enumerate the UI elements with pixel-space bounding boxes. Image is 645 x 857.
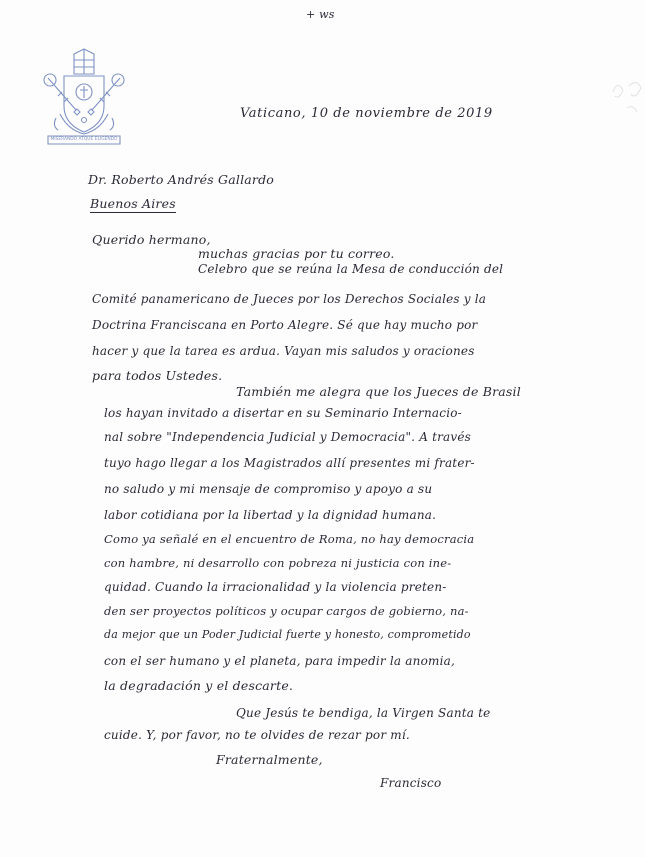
letter-line: con hambre, ni desarrollo con pobreza ni justicia con ine-: [104, 556, 452, 570]
letter-line: no saludo y mi mensaje de compromiso y apoyo a su: [104, 482, 433, 496]
recipient-name: Dr. Roberto Andrés Gallardo: [88, 172, 275, 187]
salutation: Querido hermano,: [92, 232, 211, 247]
signature: Francisco: [380, 776, 442, 790]
letter-line: los hayan invitado a disertar en su Seminario Internacio-: [104, 406, 462, 420]
crest-motto: MISERANDO ATQUE ELIGENDO: [50, 137, 118, 142]
letter-line: para todos Ustedes.: [92, 368, 223, 383]
letter-line: quidad. Cuando la irracionalidad y la violencia preten-: [104, 580, 447, 594]
letter-line: Doctrina Franciscana en Porto Alegre. Sé que hay mucho por: [92, 318, 478, 332]
letter-line: Como ya señalé en el encuentro de Roma, no hay democracia: [104, 532, 475, 546]
bleed-through-marks: [607, 70, 645, 130]
letter-line: da mejor que un Poder Judicial fuerte y honesto, comprometido: [104, 628, 471, 641]
letter-line: cuide. Y, por favor, no te olvides de rezar por mí.: [104, 728, 410, 742]
letter-line: También me alegra que los Jueces de Brasil: [236, 384, 521, 399]
header-cross-mark: + ws: [306, 8, 335, 21]
closing: Fraternalmente,: [216, 752, 323, 767]
papal-coat-of-arms-icon: [38, 48, 130, 148]
letter-line: muchas gracias por tu correo.: [198, 246, 395, 261]
letter-line: con el ser humano y el planeta, para impedir la anomia,: [104, 654, 455, 668]
letter-line: Celebro que se reúna la Mesa de conducción del: [198, 262, 504, 276]
letter-date: Vaticano, 10 de noviembre de 2019: [240, 106, 493, 121]
letter-line: Que Jesús te bendiga, la Virgen Santa te: [236, 706, 491, 720]
letter-line: nal sobre "Independencia Judicial y Democracia". A través: [104, 430, 472, 444]
letter-line: hacer y que la tarea es ardua. Vayan mis saludos y oraciones: [92, 344, 475, 358]
recipient-city: Buenos Aires: [90, 196, 176, 211]
letter-line: den ser proyectos políticos y ocupar cargos de gobierno, na-: [104, 604, 469, 618]
letter-line: tuyo hago llegar a los Magistrados allí presentes mi frater-: [104, 456, 475, 470]
letter-line: Comité panamericano de Jueces por los Derechos Sociales y la: [92, 292, 487, 306]
letter-line: la degradación y el descarte.: [104, 678, 294, 693]
letter-line: labor cotidiana por la libertad y la dignidad humana.: [104, 508, 437, 522]
